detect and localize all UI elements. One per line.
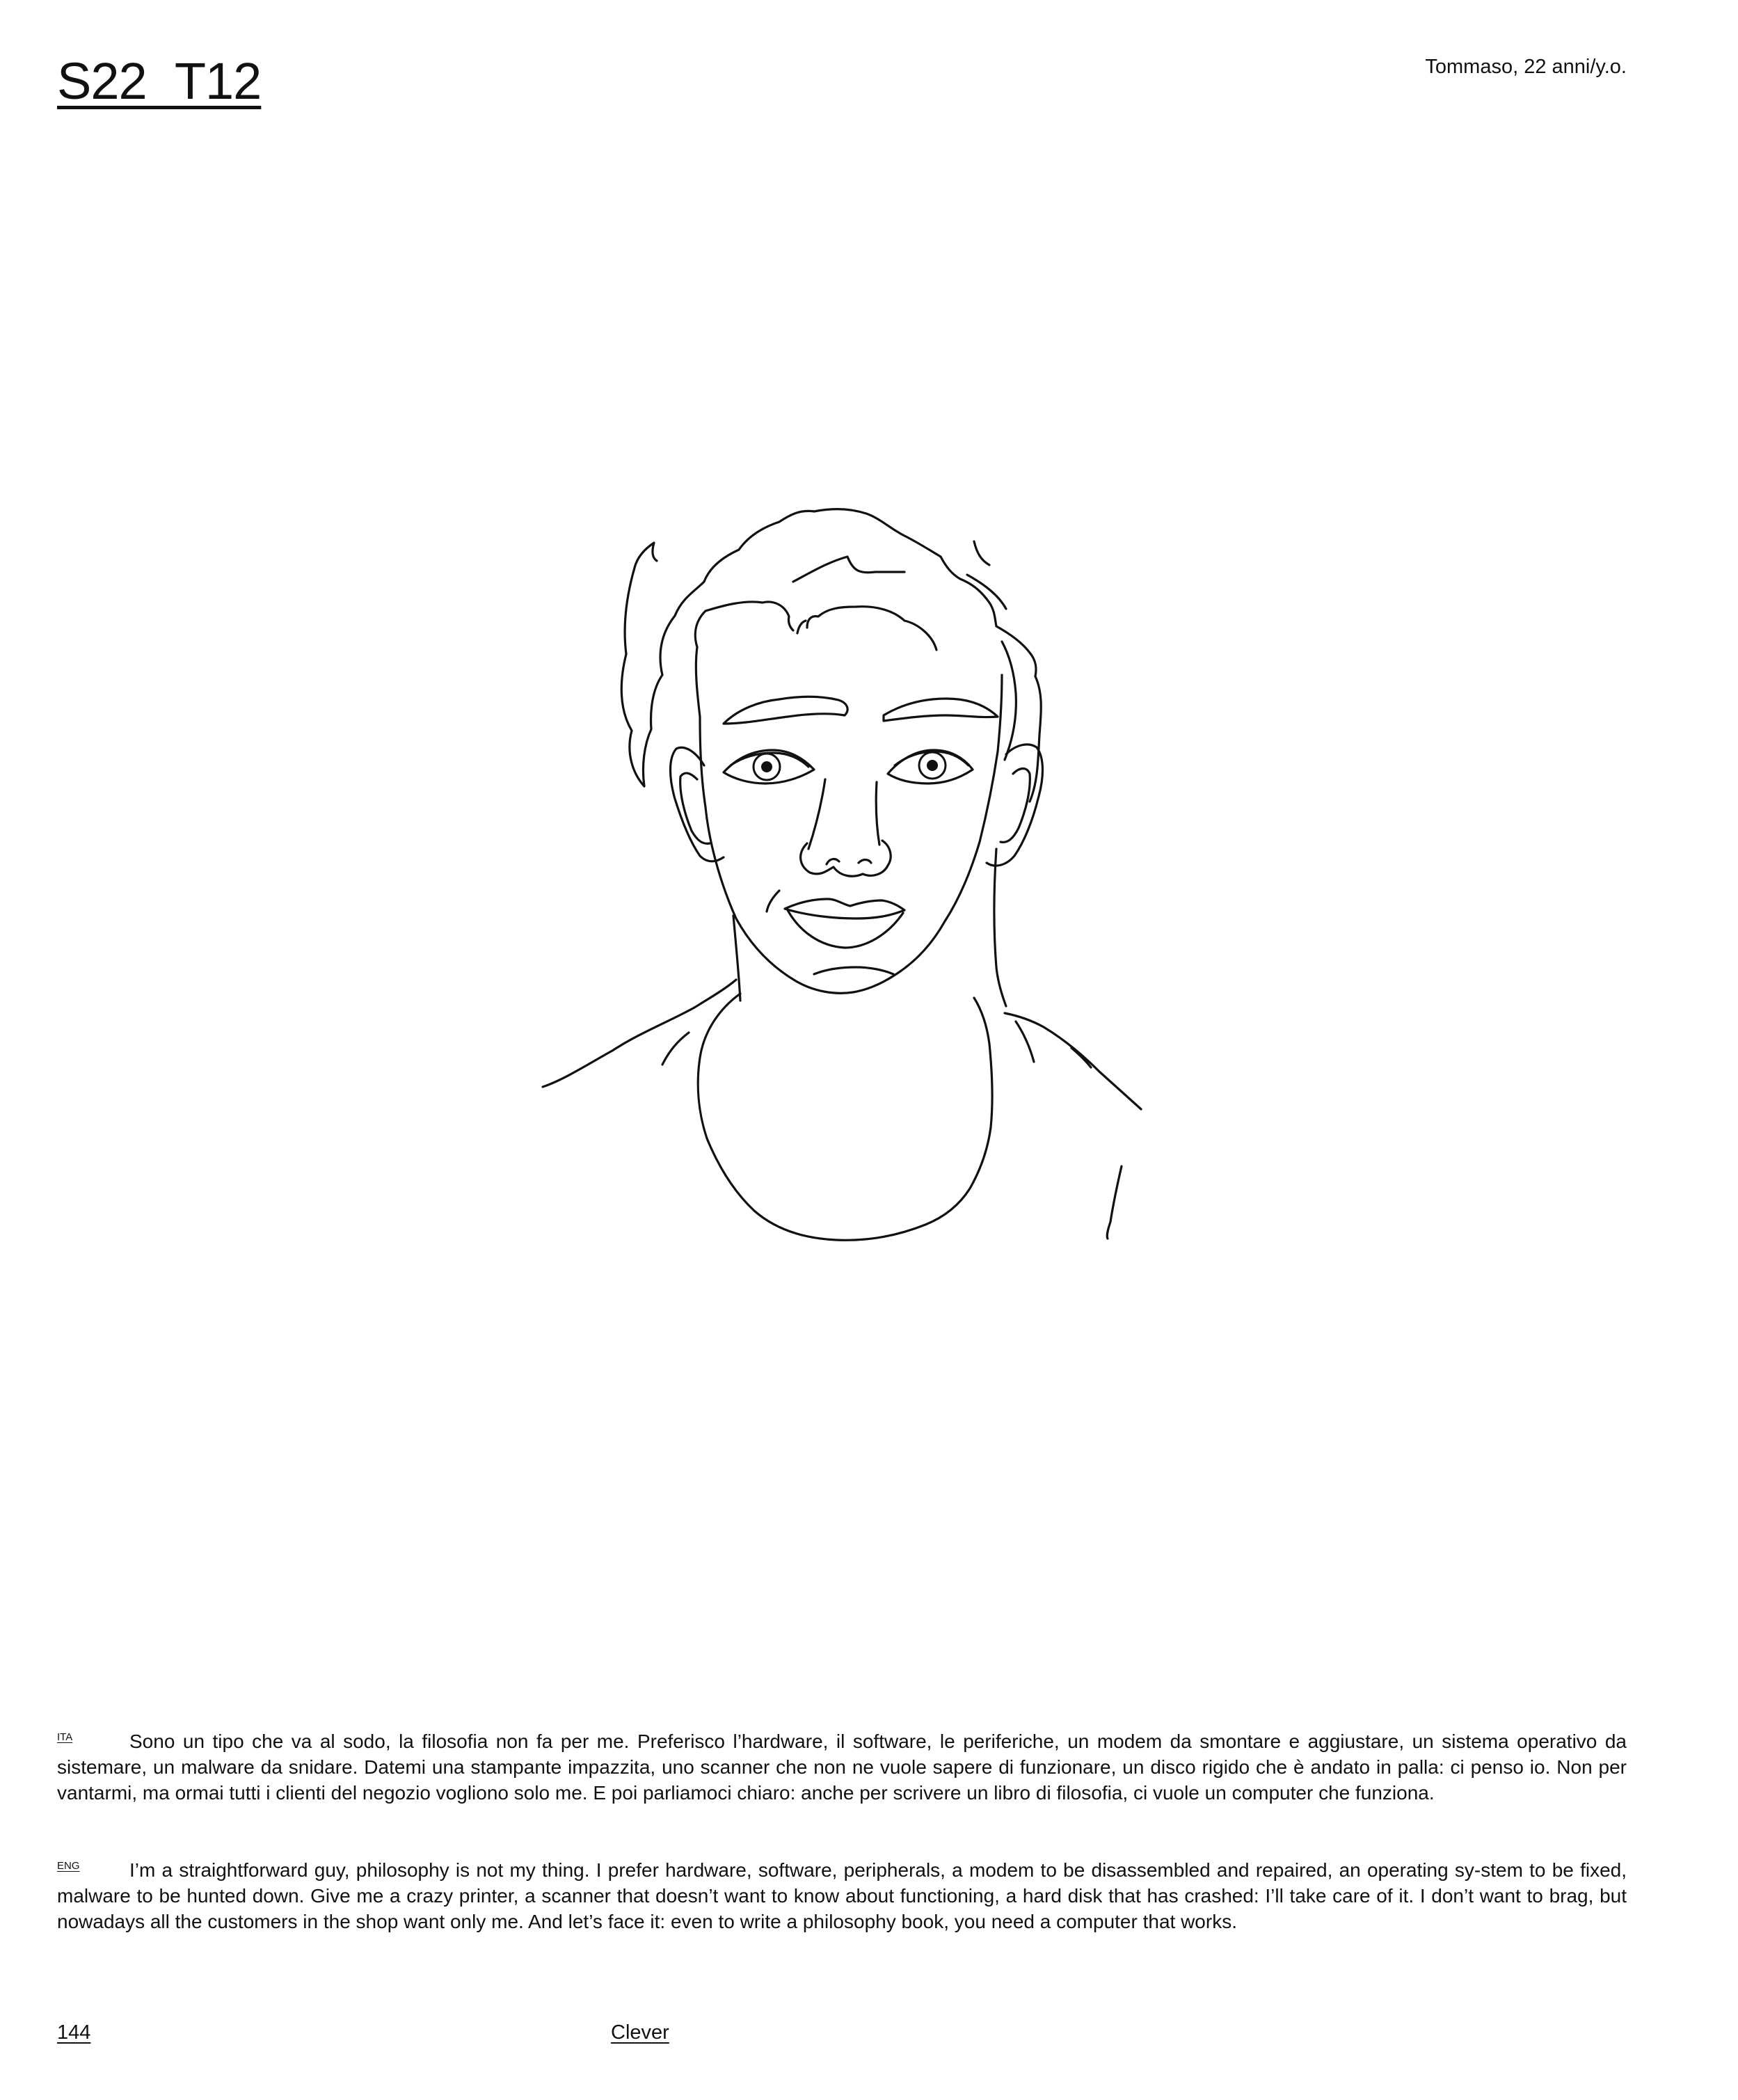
hair-inner-line <box>793 557 904 582</box>
italian-paragraph: Sono un tipo che va al sodo, la filosofia non fa per me. Preferisco l’hardware, il software, le periferiche, un modem da smontare e aggiustare, un sistema operativo da sistemare, un malware da snidare. Datemi una stampante impazzita, uno scanner che non ne vuole sapere di funzionare, un disco rigido che è andato in palla: ci penso io. Non per vantarmi, ma ormai tutti i clienti del negozio vogliono solo me. E poi parliamoci chiaro: anche per scrivere un libro di filosofia, ci vuole un computer che funziona. <box>57 1731 1627 1804</box>
page-code <box>57 50 261 113</box>
eyebrow-left <box>724 697 847 724</box>
hair-right-strand <box>974 541 989 565</box>
subject-caption: Tommaso, 22 anni/y.o. <box>1425 56 1627 78</box>
italian-language-tag: ITA <box>57 1731 73 1743</box>
english-language-tag: ENG <box>57 1860 80 1872</box>
hair-left-curl <box>635 543 657 568</box>
nose-bridge-right <box>876 782 879 845</box>
code-part-1: S22 <box>57 52 147 110</box>
shirt-fold-left <box>662 1033 689 1065</box>
hair-left-front <box>695 602 793 647</box>
pupil-left <box>761 761 772 772</box>
ear-right-inner <box>1000 769 1030 843</box>
shirt-fold-lower <box>1107 1166 1122 1239</box>
code-part-2: T12 <box>174 52 262 110</box>
neck-right <box>994 849 1006 1006</box>
shoulder-right-seam <box>1016 1021 1034 1062</box>
english-paragraph: I’m a straightforward guy, philosophy is not my thing. I prefer hardware, software, peripherals, a modem to be disassembled and repaired, an operating sy-stem to be fixed, malware to be hunted down. Give me a crazy printer, a scanner that doesn’t want to know about functioning, a hard disk that has crashed: I’ll take care of it. I don’t want to brag, but nowadays all the customers in the shop want only me. And let’s face it: even to write a philosophy book, you need a computer that works. <box>57 1859 1627 1932</box>
pupil-right <box>927 760 938 771</box>
nose-bottom <box>801 841 891 876</box>
page-number: 144 <box>57 2021 91 2044</box>
ear-left <box>671 747 724 861</box>
hair-tuft <box>797 621 806 633</box>
code-separator: _ <box>146 52 175 110</box>
shoulder-right <box>1005 1013 1141 1109</box>
italian-text-block <box>57 1728 1627 1806</box>
lip-upper <box>785 899 904 918</box>
english-text-block <box>57 1857 1627 1934</box>
nose-bridge-left <box>808 779 825 849</box>
neck-left <box>733 916 740 1001</box>
hair-front-middle <box>807 607 936 650</box>
mouth-corner-left <box>767 891 779 912</box>
hair-right-side <box>1002 642 1016 760</box>
eyebrow-right <box>884 699 998 721</box>
section-name: Clever <box>611 2021 669 2044</box>
shirt-neckline-left <box>698 994 992 1240</box>
portrait-line-drawing <box>515 417 1225 1392</box>
chin-crease <box>814 967 893 974</box>
shirt-fold-right <box>1071 1048 1091 1067</box>
nostril-right <box>859 860 871 864</box>
nostril-left <box>827 859 839 864</box>
hair-right-inner <box>967 575 1006 609</box>
